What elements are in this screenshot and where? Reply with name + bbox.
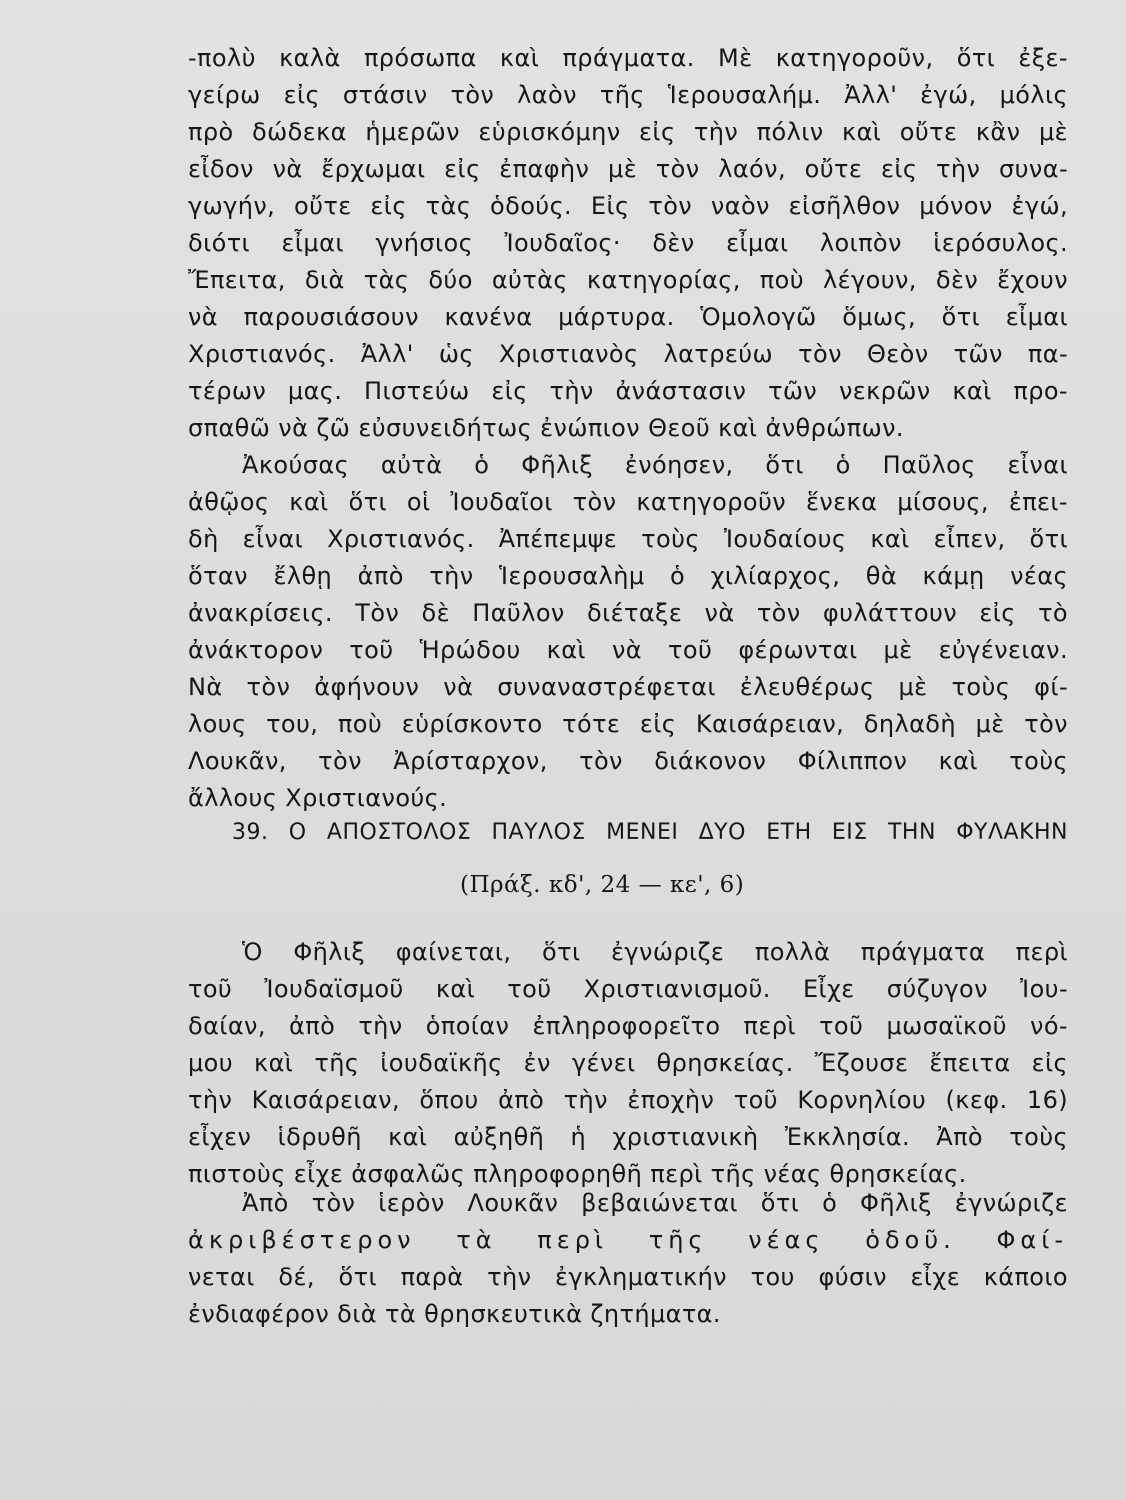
text-line: ἀνάκτορον τοῦ Ἡρώδου καὶ νὰ τοῦ φέρωνται μὲ εὐγένειαν. [188,636,1068,664]
text-line: πρὸ δώδεκα ἡμερῶν εὑρισκόμην εἰς τὴν πόλιν καὶ οὔτε κἂν μὲ [188,118,1068,146]
text-line: γείρω εἰς στάσιν τὸν λαὸν τῆς Ἱερουσαλήμ. Ἀλλ' ἐγώ, μόλις [188,81,1068,109]
paragraph-pauls-defense [188,40,1068,447]
text-line: ὅταν ἔλθῃ ἀπὸ τὴν Ἱερουσαλὴμ ὁ χιλίαρχος, θὰ κάμῃ νέας [188,562,1068,590]
paragraph-felix-knowledge [188,934,1068,1193]
text-line: Ἀπὸ τὸν ἱερὸν Λουκᾶν βεβαιώνεται ὅτι ὁ Φῆλιξ ἐγνώριζε [242,1189,1068,1217]
text-line: εἶδον νὰ ἔρχωμαι εἰς ἐπαφὴν μὲ τὸν λαόν, οὔτε εἰς τὴν συνα- [188,155,1068,183]
text-line: λους του, ποὺ εὑρίσκοντο τότε εἰς Καισάρειαν, δηλαδὴ μὲ τὸν [188,710,1068,738]
text-line: τοῦ Ἰουδαϊσμοῦ καὶ τοῦ Χριστιανισμοῦ. Εἶχε σύζυγον Ἰου- [188,975,1068,1003]
text-line: Λουκᾶν, τὸν Ἀρίσταρχον, τὸν διάκονον Φίλιππον καὶ τοὺς [188,747,1068,775]
text-line: Ἔπειτα, διὰ τὰς δύο αὐτὰς κατηγορίας, ποὺ λέγουν, δὲν ἔχουν [188,266,1068,294]
text-line: πιστοὺς εἶχε ἀσφαλῶς πληροφορηθῆ περὶ τῆς νέας θρησκείας. [188,1160,967,1188]
text-line: μου καὶ τῆς ἰουδαϊκῆς ἐν γένει θρησκείας. Ἔζουσε ἔπειτα εἰς [188,1049,1068,1077]
scripture-reference: (Πράξ. κδ', 24 — κε', 6) [460,872,745,898]
paragraph-luke-testimony [188,1185,1068,1333]
paragraph-felix-response [188,447,1068,817]
text-line: -πολὺ καλὰ πρόσωπα καὶ πράγματα. Μὲ κατηγοροῦν, ὅτι ἐξε- [188,44,1068,72]
text-line: τέρων μας. Πιστεύω εἰς τὴν ἀνάστασιν τῶν νεκρῶν καὶ προ- [188,377,1068,405]
text-line: εἶχεν ἱδρυθῆ καὶ αὐξηθῆ ἡ χριστιανικὴ Ἐκκλησία. Ἀπὸ τοὺς [188,1123,1068,1151]
chapter-heading: 39. Ο ΑΠΟΣΤΟΛΟΣ ΠΑΥΛΟΣ ΜΕΝΕΙ ΔΥΟ ΕΤΗ ΕΙΣ ΤΗΝ ΦΥΛΑΚΗΝ [232,820,1068,845]
text-line: ἄλλους Χριστιανούς. [188,784,448,812]
text-line: δαίαν, ἀπὸ τὴν ὁποίαν ἐπληροφορεῖτο περὶ τοῦ μωσαϊκοῦ νό- [188,1012,1068,1040]
text-line: νὰ παρουσιάσουν κανένα μάρτυρα. Ὁμολογῶ ὅμως, ὅτι εἶμαι [188,303,1068,331]
text-line: ἀνακρίσεις. Τὸν δὲ Παῦλον διέταξε νὰ τὸν φυλάττουν εἰς τὸ [188,599,1068,627]
text-line: δὴ εἶναι Χριστιανός. Ἀπέπεμψε τοὺς Ἰουδαίους καὶ εἶπεν, ὅτι [188,525,1068,553]
text-line: γωγήν, οὔτε εἰς τὰς ὁδούς. Εἰς τὸν ναὸν εἰσῆλθον μόνον ἐγώ, [188,192,1068,220]
text-line: Ὁ Φῆλιξ φαίνεται, ὅτι ἐγνώριζε πολλὰ πράγματα περὶ [242,938,1068,966]
text-line: ἀθῷος καὶ ὅτι οἱ Ἰουδαῖοι τὸν κατηγοροῦν ἕνεκα μίσους, ἐπει- [188,488,1068,516]
text-line: Ἀκούσας αὐτὰ ὁ Φῆλιξ ἐνόησεν, ὅτι ὁ Παῦλος εἶναι [242,451,1068,479]
text-line: διότι εἶμαι γνήσιος Ἰουδαῖος· δὲν εἶμαι λοιπὸν ἱερόσυλος. [188,229,1068,257]
text-line: τὴν Καισάρειαν, ὅπου ἀπὸ τὴν ἐποχὴν τοῦ Κορνηλίου (κεφ. 16) [188,1086,1068,1114]
text-line: ἐνδιαφέρον διὰ τὰ θρησκευτικὰ ζητήματα. [188,1300,721,1328]
text-line: ἀκριβέστερον τὰ περὶ τῆς νέας ὁδοῦ. Φαί- [188,1226,1068,1254]
text-line: σπαθῶ νὰ ζῶ εὐσυνειδήτως ἐνώπιον Θεοῦ καὶ ἀνθρώπων. [188,414,904,442]
text-line: νεται δέ, ὅτι παρὰ τὴν ἐγκληματικήν του φύσιν εἶχε κάποιο [188,1263,1068,1291]
text-line: Χριστιανός. Ἀλλ' ὡς Χριστιανὸς λατρεύω τὸν Θεὸν τῶν πα- [188,340,1068,368]
text-line: Νὰ τὸν ἀφήνουν νὰ συναναστρέφεται ἐλευθέρως μὲ τοὺς φί- [188,673,1068,701]
